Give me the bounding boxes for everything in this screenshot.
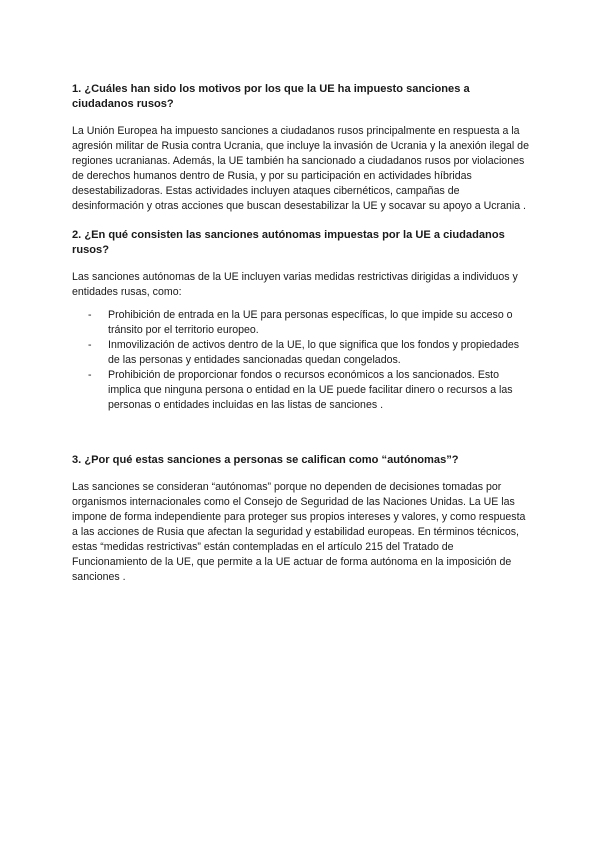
list-item [72, 338, 530, 368]
list-item [72, 308, 530, 338]
section-2-heading: 2. ¿En qué consisten las sanciones autónomas impuestas por la UE a ciudadanos rusos? [72, 229, 505, 256]
list-item-text: Prohibición de proporcionar fondos o recursos económicos a los sancionados. Esto implica que ninguna persona o entidad en la UE puede facilitar dinero o recursos a las personas o entidades incluidas en las listas de sanciones . [108, 369, 513, 411]
section-2-paragraph: Las sanciones autónomas de la UE incluyen varias medidas restrictivas dirigidas a individuos y entidades rusas, como: [72, 271, 518, 298]
list-dash-marker: - [88, 309, 92, 321]
list-dash-marker: - [88, 369, 92, 381]
list-item-text: Prohibición de entrada en la UE para personas específicas, lo que impide su acceso o tránsito por el territorio europeo. [108, 309, 513, 336]
section-3-heading: 3. ¿Por qué estas sanciones a personas se califican como “autónomas”? [72, 454, 459, 466]
section-1-heading: 1. ¿Cuáles han sido los motivos por los que la UE ha impuesto sanciones a ciudadanos rusos? [72, 83, 470, 110]
list-dash-marker: - [88, 339, 92, 351]
list-item [72, 368, 530, 413]
section-1-paragraph: La Unión Europea ha impuesto sanciones a ciudadanos rusos principalmente en respuesta a la agresión militar de Rusia contra Ucrania, que incluye la invasión de Ucrania y la anexión ilegal de regiones ucranianas. Además, la UE también ha sancionado a ciudadanos rusos por violaciones de derechos humanos dentro de Rusia, y por su participación en actividades híbridas desestabilizadoras. Estas actividades incluyen ataques cibernéticos, campañas de desinformación y otras acciones que buscan desestabilizar la UE y socavar su apoyo a Ucrania . [72, 125, 529, 212]
section-3-paragraph: Las sanciones se consideran “autónomas” porque no dependen de decisiones tomadas por organismos internacionales como el Consejo de Seguridad de las Naciones Unidas. La UE las impone de forma independiente para proteger sus propios intereses y valores, y como respuesta a las acciones de Rusia que afectan la seguridad y estabilidad europeas. En términos técnicos, estas “medidas restrictivas” están contempladas en el artículo 215 del Tratado de Funcionamiento de la UE, que permite a la UE actuar de forma autónoma en la imposición de sanciones . [72, 481, 526, 583]
list-item-text: Inmovilización de activos dentro de la UE, lo que significa que los fondos y propiedades de las personas y entidades sancionadas quedan congelados. [108, 339, 520, 366]
document-page [72, 82, 530, 585]
sanctions-list [72, 308, 530, 413]
